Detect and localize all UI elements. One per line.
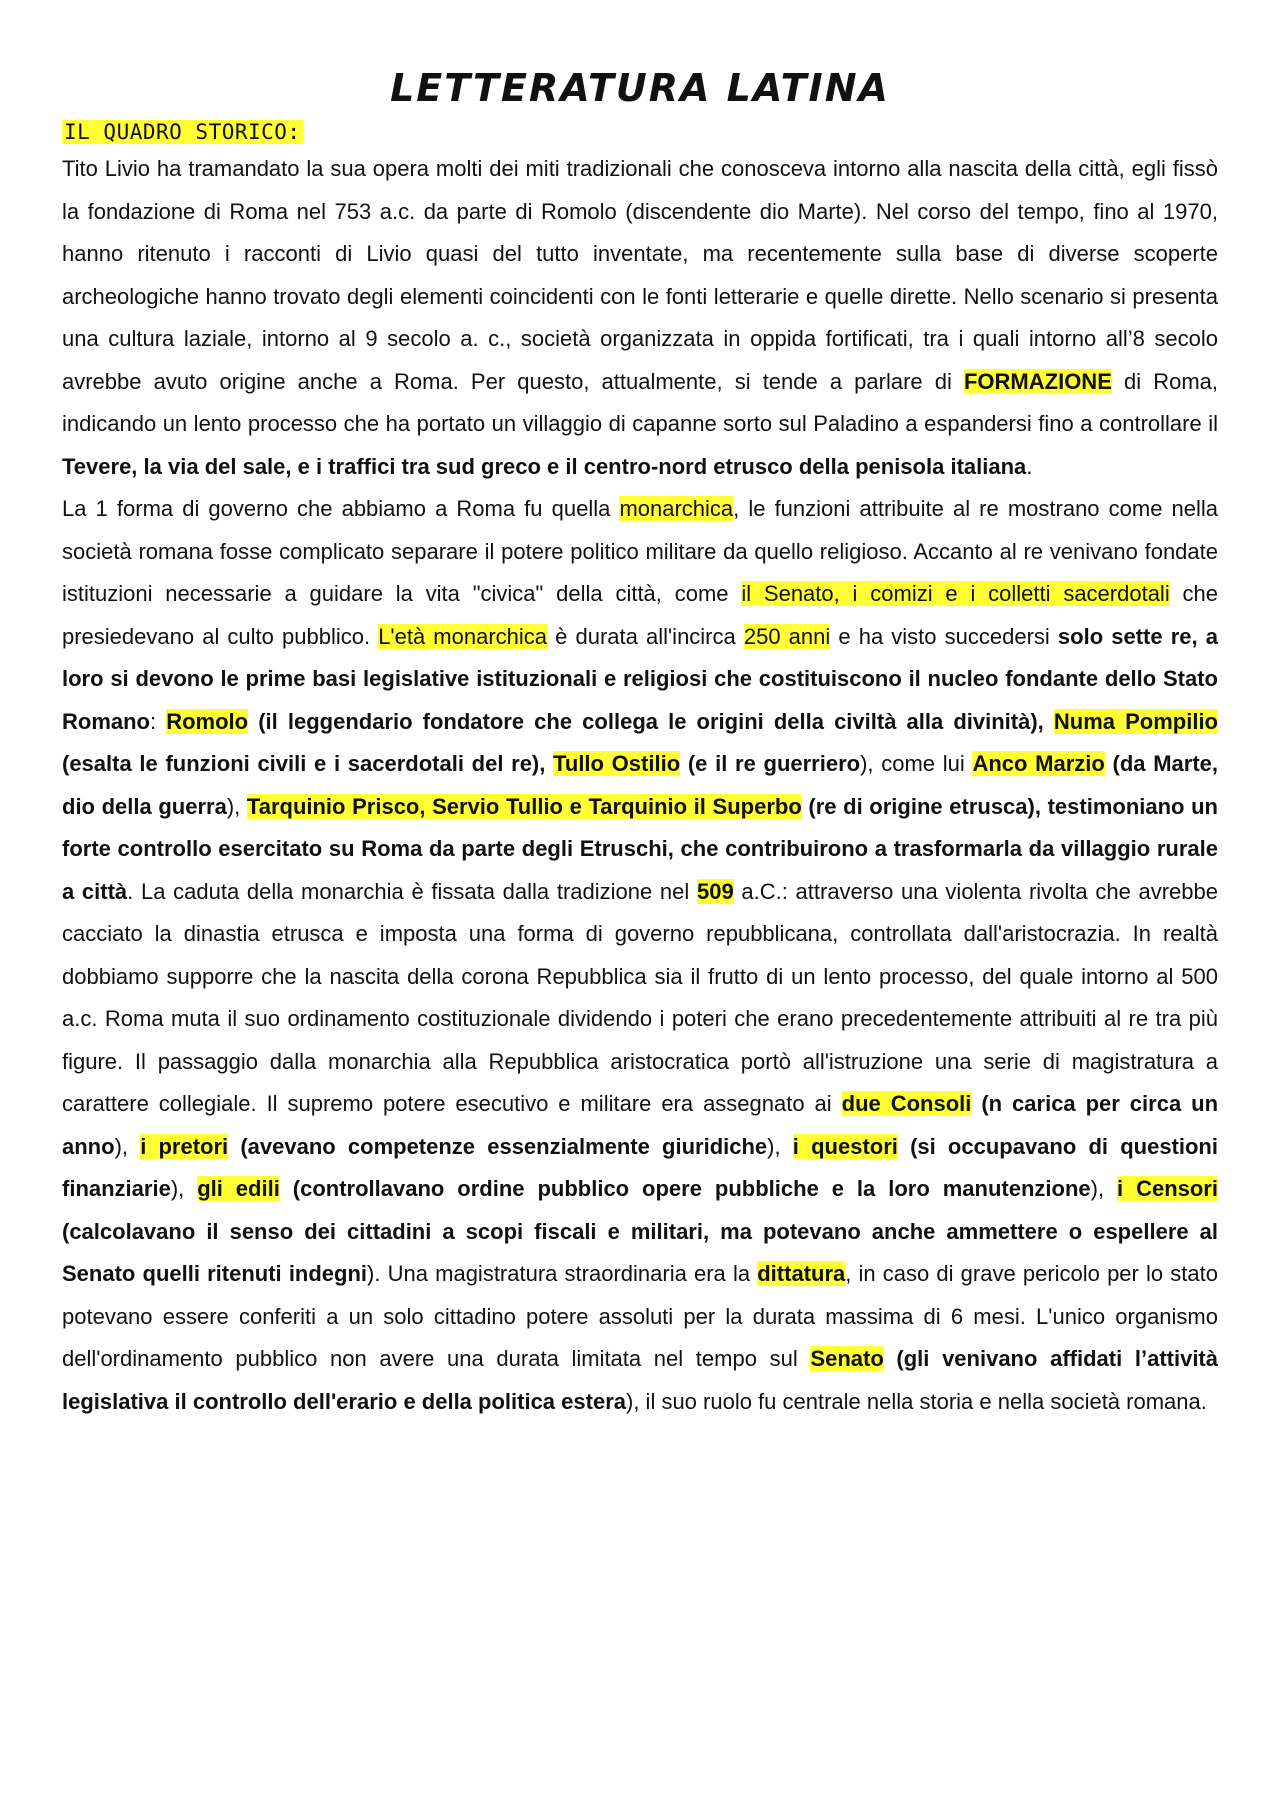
highlight-tarquini: Tarquinio Prisco, Servio Tullio e Tarquinio il Superbo [246,793,802,819]
highlight-consoli: due Consoli [841,1091,972,1116]
highlight-questori: i questori [792,1133,898,1159]
highlight-istituzioni: il Senato, i comizi e i colletti sacerdotali [741,581,1170,606]
text-run: . La caduta della monarchia è fissata dalla tradizione nel [127,878,697,904]
text-run: . [1026,453,1033,479]
text-run: ). Una magistratura straordinaria era la [367,1261,758,1286]
text-run: che presiedevano al culto pubblico. [62,581,1218,649]
bold-run: Tevere, la via del sale, e i traffici tra sud greco e il centro-nord etrusco della penisola italiana [62,453,1027,479]
bold-run: (controllavano ordine pubblico opere pubbliche e la loro manutenzione [279,1176,1091,1201]
bold-run: (il leggendario fondatore che collega le origini della civiltà alla divinità), [248,708,1054,734]
bold-run: (calcolavano il senso dei cittadini a scopi fiscali e militari, ma potevano anche ammettere o espellere al Senato quelli ritenuti indegni [62,1218,1218,1286]
highlight-censori: i Censori [1117,1176,1218,1201]
text-run: , in caso di grave pericolo per lo stato potevano essere conferiti a un solo cittadino potere assoluti per la durata massima di 6 mesi. L'unico organismo dell'ordinamento pubblico non avere una durata limitata nel tempo sul [62,1261,1218,1371]
bold-run: (e il re guerriero [680,751,861,776]
text-run: ), [226,793,247,819]
bold-run: (esalta le funzioni civili e i sacerdotali del re), [62,751,554,776]
highlight-dittatura: dittatura [757,1261,846,1286]
highlight-509: 509 [696,878,734,904]
text-run: La 1 forma di governo che abbiamo a Roma fu quella [62,496,620,521]
highlight-pretori: i pretori [140,1133,229,1159]
bold-run: solo sette re, a loro si devono le prime basi legislative istituzionali e religiosi che costituiscono il nucleo fondante dello Stato Romano [62,623,1218,734]
bold-run: (re di origine etrusca), [801,793,1048,819]
bold-run: (da Marte, dio della guerra [62,751,1218,819]
highlight-anco-marzio: Anco Marzio [972,751,1105,776]
paragraph-monarchy [62,488,1218,1423]
paragraph-intro [62,148,1218,488]
document-page [62,56,1218,1423]
document-title: LETTERATURA LATINA [390,66,890,110]
text-run: ), [767,1133,793,1159]
section-heading: IL QUADRO STORICO: [64,120,301,144]
text-run: di Roma, indicando un lento processo che ha portato un villaggio di capanne sorto sul Paladino a espandersi fino a controllare il [62,368,1218,436]
highlight-edili: gli edili [197,1176,280,1201]
text-run: a.C.: attraverso una violenta rivolta che avrebbe cacciato la dinastia etrusca e imposta una forma di governo repubblicana, controllata dall'aristocrazia. In realtà dobbiamo supporre che la nascita della corona Repubblica sia il frutto di un lento processo, del quale intorno al 500 a.c. Roma muta il suo ordinamento costituzionale dividendo i poteri che erano precedentemente attribuiti al re tra più figure. Il passaggio dalla monarchia alla Repubblica aristocratica portò all'istruzione una serie di magistratura a carattere collegiale. Il supremo potere esecutivo e militare era assegnato ai [62,878,1218,1116]
text-run: ), il suo ruolo fu centrale nella storia e nella società romana. [626,1388,1207,1414]
highlight-monarchica: monarchica [619,496,734,521]
bold-run: (n carica per circa un anno [62,1091,1219,1159]
bold-run: (gli venivano affidati l’attività legislativa il controllo dell'erario e della politica estera [62,1346,1218,1414]
text-run: ), come lui [860,751,973,776]
text-run: , le funzioni attribuite al re mostrano come nella società romana fosse complicato separare il potere politico militare da quello religioso. Accanto al re venivano fondate istituzioni necessarie a guidare la vita "civica" della città, come [62,496,1219,606]
text-run: ), [170,1176,198,1201]
bold-run: (si occupavano di questioni finanziarie [62,1133,1218,1201]
highlight-numa-pompilio: Numa Pompilio [1053,708,1218,734]
text-run: ), [1090,1176,1118,1201]
text-run: e ha visto succedersi [830,623,1058,649]
bold-run: testimoniano un forte controllo esercitato su Roma da parte degli Etruschi, che contribuirono a trasformarla da villaggio rurale a città [62,793,1218,904]
bold-run: (avevano competenze essenzialmente giuridiche [228,1133,768,1159]
highlight-tullo-ostilio: Tullo Ostilio [553,751,681,776]
highlight-romolo: Romolo [166,708,249,734]
text-run: è durata all'incirca [547,623,744,649]
highlight-250-anni: 250 anni [743,623,831,649]
text-run: Tito Livio ha tramandato la sua opera molti dei miti tradizionali che conosceva intorno alla nascita della città, egli fissò la fondazione di Roma nel 753 a.c. da parte di Romolo (discendente dio Marte). Nel corso del tempo, fino al 1970, hanno ritenuto i racconti di Livio quasi del tutto inventate, ma recentemente sulla base di diverse scoperte archeologiche hanno trovato degli elementi coincidenti con le fonti letterarie e quelle dirette. Nello scenario si presenta una cultura laziale, intorno al 9 secolo a. c., società organizzata in oppida fortificati, tra i quali intorno all’8 secolo avrebbe avuto origine anche a Roma. Per questo, attualmente, si tende a parlare di [62,156,1218,394]
highlight-formazione: FORMAZIONE [963,368,1112,394]
highlight-eta-monarchica: L'età monarchica [378,623,548,649]
text-run: ), [114,1133,141,1159]
text-run: : [150,708,167,734]
highlight-senato: Senato [810,1346,884,1371]
